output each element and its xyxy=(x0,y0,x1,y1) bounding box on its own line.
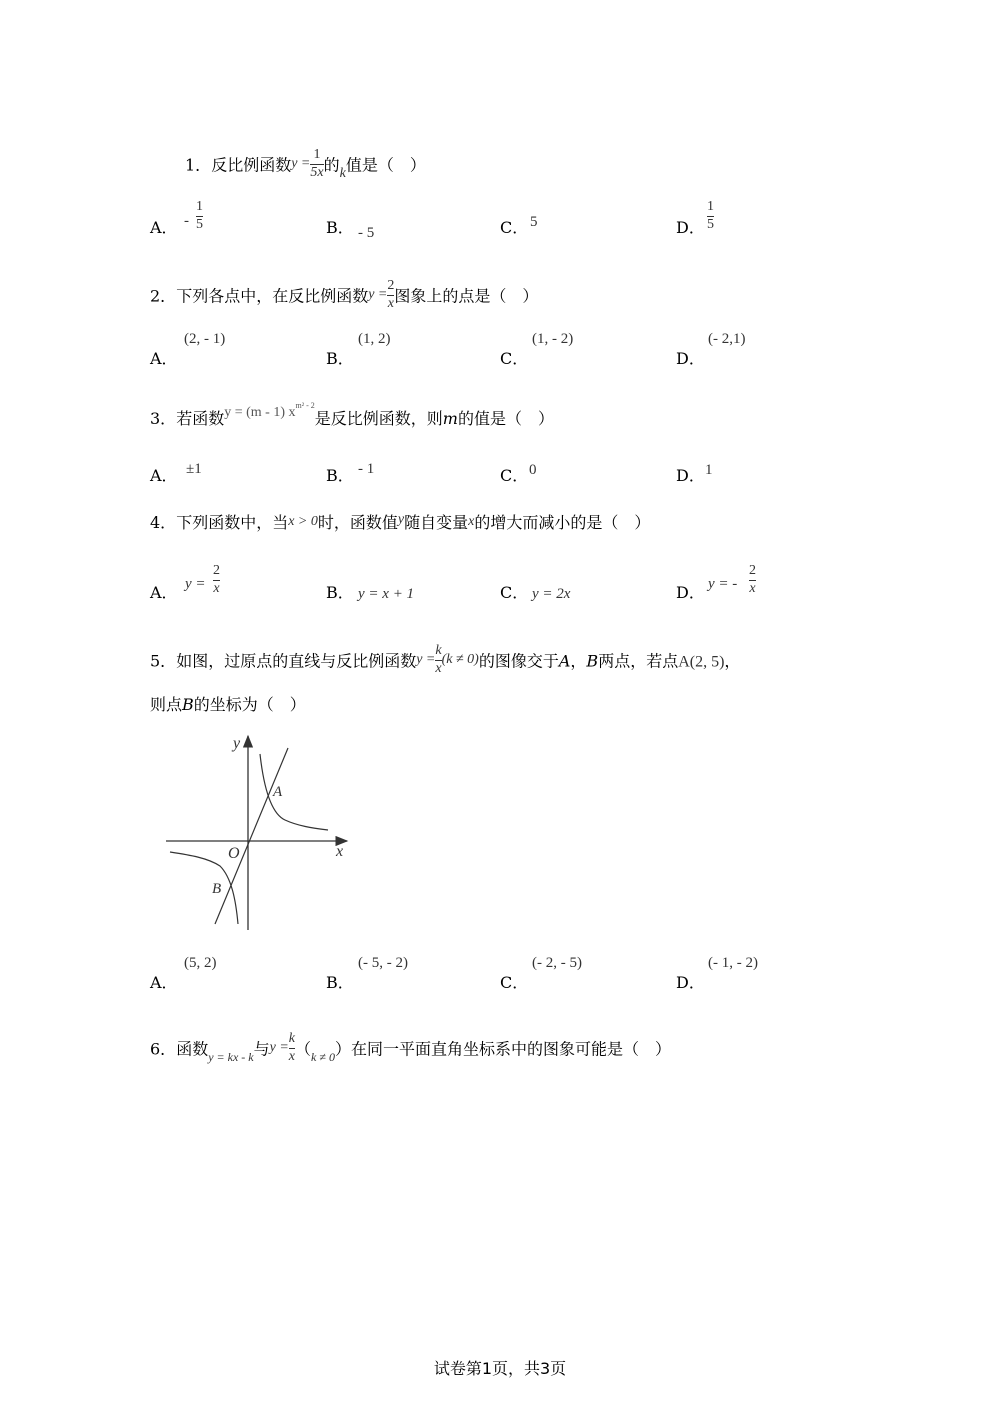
denominator: x xyxy=(213,580,220,596)
function-graph xyxy=(160,730,360,935)
option-value: - 5 xyxy=(358,225,375,241)
question-4 xyxy=(150,512,651,532)
option-value: (- 2, - 5) xyxy=(532,955,582,971)
axis-label-x: x xyxy=(336,843,344,860)
option-label[interactable]: D． xyxy=(676,218,705,237)
option-formula-lhs: y = - xyxy=(708,576,738,592)
option-label[interactable]: B． xyxy=(326,218,354,237)
option-label[interactable]: C． xyxy=(500,466,529,485)
option-fraction xyxy=(749,564,756,596)
separator: ， xyxy=(570,651,587,671)
denominator: x xyxy=(435,660,442,676)
graph-point-a-label: A xyxy=(273,784,283,800)
question-text: 的 xyxy=(323,155,340,175)
point-label-b: B xyxy=(182,695,194,714)
option-fraction xyxy=(213,564,220,596)
paren-open: （ xyxy=(295,1039,312,1059)
question-text: 下列各点中，在反比例函数 xyxy=(176,286,369,306)
question-text: 在同一平面直角坐标系中的图象可能是（ ） xyxy=(350,1039,671,1059)
option-label[interactable]: B． xyxy=(326,466,354,485)
numerator: 2 xyxy=(213,563,220,578)
formula-lhs: y = xyxy=(291,155,311,171)
axis-label-y: y xyxy=(233,735,241,752)
formula: y = (m - 1) x xyxy=(224,405,296,420)
option-label[interactable]: D． xyxy=(676,583,705,602)
formula-lhs: y = xyxy=(269,1039,289,1055)
formula-lhs: y = xyxy=(416,651,436,667)
question-text: ， xyxy=(724,651,741,671)
option-label[interactable]: D． xyxy=(676,466,705,485)
paren-close: ） xyxy=(334,1039,351,1059)
option-value: (- 1, - 2) xyxy=(708,955,758,971)
option-fraction xyxy=(196,200,203,232)
denominator: x xyxy=(387,295,394,311)
fraction xyxy=(387,279,394,311)
point-a-coords: A(2, 5) xyxy=(678,653,725,671)
question-5-line-2 xyxy=(150,697,306,713)
origin-label: O xyxy=(228,845,240,862)
option-label[interactable]: C． xyxy=(500,349,529,368)
option-value: (- 2,1) xyxy=(708,331,746,347)
question-text: 随自变量 xyxy=(404,513,469,532)
option-label[interactable]: A． xyxy=(150,466,178,485)
question-number: 6． xyxy=(150,1039,177,1059)
option-value: (- 5, - 2) xyxy=(358,955,408,971)
fraction xyxy=(310,148,323,180)
function-1: y = kx - k xyxy=(208,1049,254,1064)
question-text: 值是（ ） xyxy=(345,155,426,175)
variable-x: x xyxy=(468,514,475,529)
question-number: 3． xyxy=(150,409,177,428)
option-label[interactable]: A． xyxy=(150,973,178,992)
option-value: 0 xyxy=(529,462,537,478)
option-value: y = x + 1 xyxy=(358,586,415,602)
fraction xyxy=(289,1032,295,1064)
option-label[interactable]: A． xyxy=(150,218,178,237)
question-text: 反比例函数 xyxy=(211,155,292,175)
option-label[interactable]: C． xyxy=(500,973,529,992)
condition: x > 0 xyxy=(288,514,318,529)
fraction xyxy=(435,644,441,676)
question-6 xyxy=(150,1031,671,1066)
denominator: x xyxy=(749,580,756,596)
numerator: 2 xyxy=(387,278,395,293)
option-value: - xyxy=(184,213,189,229)
option-value: - 1 xyxy=(358,461,375,477)
condition: k ≠ 0 xyxy=(311,1049,335,1064)
option-label[interactable]: C． xyxy=(500,218,529,237)
variable-k: k xyxy=(339,165,346,181)
option-label[interactable]: A． xyxy=(150,583,178,602)
question-3 xyxy=(150,400,554,428)
option-label[interactable]: D． xyxy=(676,973,705,992)
option-value: (1, - 2) xyxy=(532,331,574,347)
denominator: x xyxy=(288,1048,296,1064)
question-text: 则点 xyxy=(150,695,183,714)
option-value: (1, 2) xyxy=(358,331,391,347)
condition: (k ≠ 0) xyxy=(441,651,479,667)
formula-lhs: y = xyxy=(368,286,388,302)
point-label-a: A xyxy=(558,651,571,671)
option-label[interactable]: B． xyxy=(326,583,354,602)
page-footer: 试卷第1页，共3页 xyxy=(433,1359,567,1378)
question-text: 图象上的点是（ ） xyxy=(394,286,539,306)
option-value: 5 xyxy=(530,214,538,230)
numerator: 1 xyxy=(707,199,714,214)
option-value: 1 xyxy=(705,462,713,478)
question-text: 的图像交于 xyxy=(478,651,559,671)
numerator: k xyxy=(435,643,442,658)
question-text: 与 xyxy=(253,1039,270,1059)
denominator: 5 xyxy=(707,216,714,232)
numerator: 1 xyxy=(313,147,321,162)
question-text: 时，函数值 xyxy=(317,513,398,532)
numerator: 1 xyxy=(196,199,203,214)
question-text: 如图，过原点的直线与反比例函数 xyxy=(176,651,417,671)
hyperbola-branch-b xyxy=(170,852,238,924)
option-formula-lhs: y = xyxy=(185,576,206,592)
question-text: 的坐标为（ ） xyxy=(193,695,306,714)
option-value: (5, 2) xyxy=(184,955,217,971)
question-number: 1． xyxy=(185,155,212,175)
question-text: 下列函数中，当 xyxy=(176,513,289,532)
question-text: 的值是（ ） xyxy=(457,409,554,428)
denominator: 5x xyxy=(310,164,324,180)
option-value: ±1 xyxy=(186,461,202,477)
graph-point-b-label: B xyxy=(212,881,222,897)
numerator: 2 xyxy=(749,563,756,578)
question-number: 4． xyxy=(150,513,177,532)
question-text: 的增大而减小的是（ ） xyxy=(474,513,651,532)
option-fraction xyxy=(707,200,714,232)
question-text: 两点，若点 xyxy=(598,651,679,671)
question-text: 函数 xyxy=(176,1039,209,1059)
question-text: 是反比例函数，则 xyxy=(314,409,443,428)
option-value: (2, - 1) xyxy=(184,331,226,347)
option-value: y = 2x xyxy=(532,586,571,602)
question-text: 若函数 xyxy=(176,409,225,428)
straight-line xyxy=(215,748,288,924)
option-label[interactable]: C． xyxy=(500,583,529,602)
denominator: 5 xyxy=(196,216,203,232)
question-2 xyxy=(150,278,539,313)
option-label[interactable]: D． xyxy=(676,349,705,368)
point-label-b: B xyxy=(586,651,599,671)
question-number: 5． xyxy=(150,651,177,671)
exponent: m² - 2 xyxy=(295,400,315,410)
option-label[interactable]: B． xyxy=(326,349,354,368)
option-label[interactable]: A． xyxy=(150,349,178,368)
question-5 xyxy=(150,643,741,678)
option-label[interactable]: B． xyxy=(326,973,354,992)
question-1 xyxy=(185,147,426,182)
variable-y: y xyxy=(397,512,405,527)
question-number: 2． xyxy=(150,286,177,306)
variable-m: m xyxy=(442,409,458,428)
numerator: k xyxy=(288,1031,296,1046)
